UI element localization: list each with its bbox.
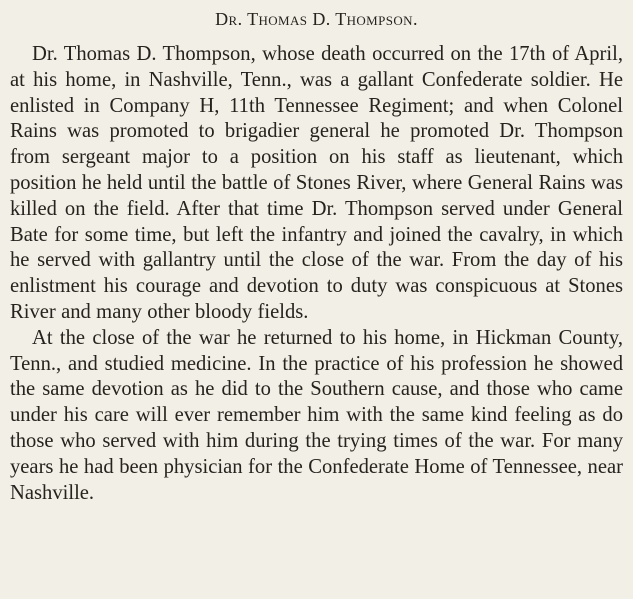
article-title: Dr. Thomas D. Thompson. <box>215 9 418 29</box>
article-paragraph-2: At the close of the war he returned to his home, in Hickman County, Tenn., and studied medicine. In the practice of his profession he showed the same devotion as he did to the Southern cause, and those who came under his care will ever remember him with the same kind feeling as do those who served with him during the trying times of the war. For many years he had been physician for the Confederate Home of Tennessee, near Nashville. <box>10 326 623 504</box>
article-paragraph-1: Dr. Thomas D. Thompson, whose death occurred on the 17th of April, at his home, in Nashville, Tenn., was a gallant Confederate soldier. He enlisted in Company H, 11th Tennessee Regiment; and when Colonel Rains was promoted to brigadier general he promoted Dr. Thompson from sergeant major to a position on his staff as lieutenant, which position he held until the battle of Stones River, where General Rains was killed on the field. After that time Dr. Thompson served under General Bate for some time, but left the infantry and joined the cavalry, in which he served with gallantry until the close of the war. From the day of his enlistment his courage and devotion to duty was conspicuous at Stones River and many other bloody fields. <box>10 43 623 323</box>
